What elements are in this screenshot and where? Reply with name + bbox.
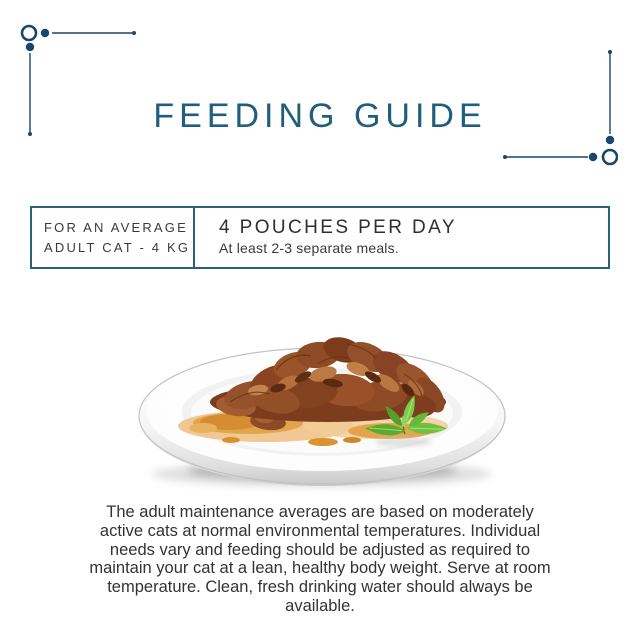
amount-heading: 4 POUCHES PER DAY <box>219 217 457 238</box>
footer-note-line: temperature. Clean, fresh drinking water should always be <box>107 578 533 597</box>
subject-line-2: ADULT CAT - 4 KG <box>44 239 191 255</box>
amount-note: At least 2-3 separate meals. <box>219 240 399 256</box>
footer-note-line: maintain your cat at a lean, healthy body weight. Serve at room <box>89 559 551 578</box>
footer-note-line: needs vary and feeding should be adjusted as required to <box>109 540 531 559</box>
footer-note <box>0 503 640 616</box>
footer-note-line: active cats at normal environmental temperatures. Individual <box>99 521 541 540</box>
cat-food-plate-photo <box>118 316 528 500</box>
feeding-table-subject-cell <box>32 208 195 267</box>
feeding-table-amount-cell <box>195 208 608 267</box>
footer-note-line: available. <box>285 596 355 615</box>
subject-line-1: FOR AN AVERAGE <box>44 219 188 235</box>
feeding-table <box>30 206 610 269</box>
footer-note-line: The adult maintenance averages are based on moderately <box>106 503 534 521</box>
page-title: FEEDING GUIDE <box>153 96 487 135</box>
